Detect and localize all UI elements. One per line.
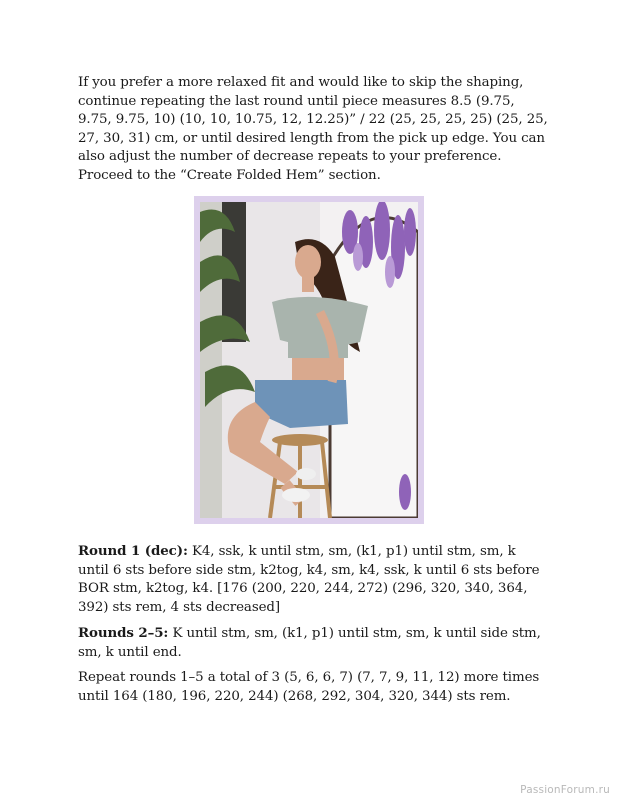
photo-illustration [200,202,418,518]
rounds-2-5-label: Rounds 2–5: [78,625,169,641]
rounds-2-5-instruction [78,624,548,662]
round-1-instruction [78,542,548,617]
model-photo [194,196,424,524]
rounds-2-5-text: K until stm, sm, (k1, p1) until stm, sm, k until side stm, sm, k until end. [78,626,541,660]
intro-paragraph: If you prefer a more relaxed fit and would like to skip the shaping, continue repeating the last round until piece measures 8.5 (9.75, 9.75, 9.75, 10) (10, 10, 10.75, 12, 12.25)” / 22 (25, 25, 25, 25) (25, 25, 27, 30, 31) cm, or until desired length from the pick up edge. You can also adjust the number of decrease repeats to your preference. Proceed to the “Create Folded Hem” section. [78,75,548,183]
photo-image [200,202,418,518]
watermark: PassionForum.ru [520,784,610,796]
repeat-instruction: Repeat rounds 1–5 a total of 3 (5, 6, 6, 7) (7, 7, 9, 11, 12) more times until 164 (180, 196, 220, 244) (268, 292, 304, 320, 344) sts rem. [78,670,540,704]
round-1-text: K4, ssk, k until stm, sm, (k1, p1) until stm, sm, k until 6 sts before side stm, k2tog, k4, sm, k4, ssk, k until 6 sts before BOR stm, k2tog, k4. [176 (200, 220, 244, 272) (296, 320, 340, 364, 392) sts rem, 4 sts decreased] [78,544,540,615]
round-1-label: Round 1 (dec): [78,543,188,559]
